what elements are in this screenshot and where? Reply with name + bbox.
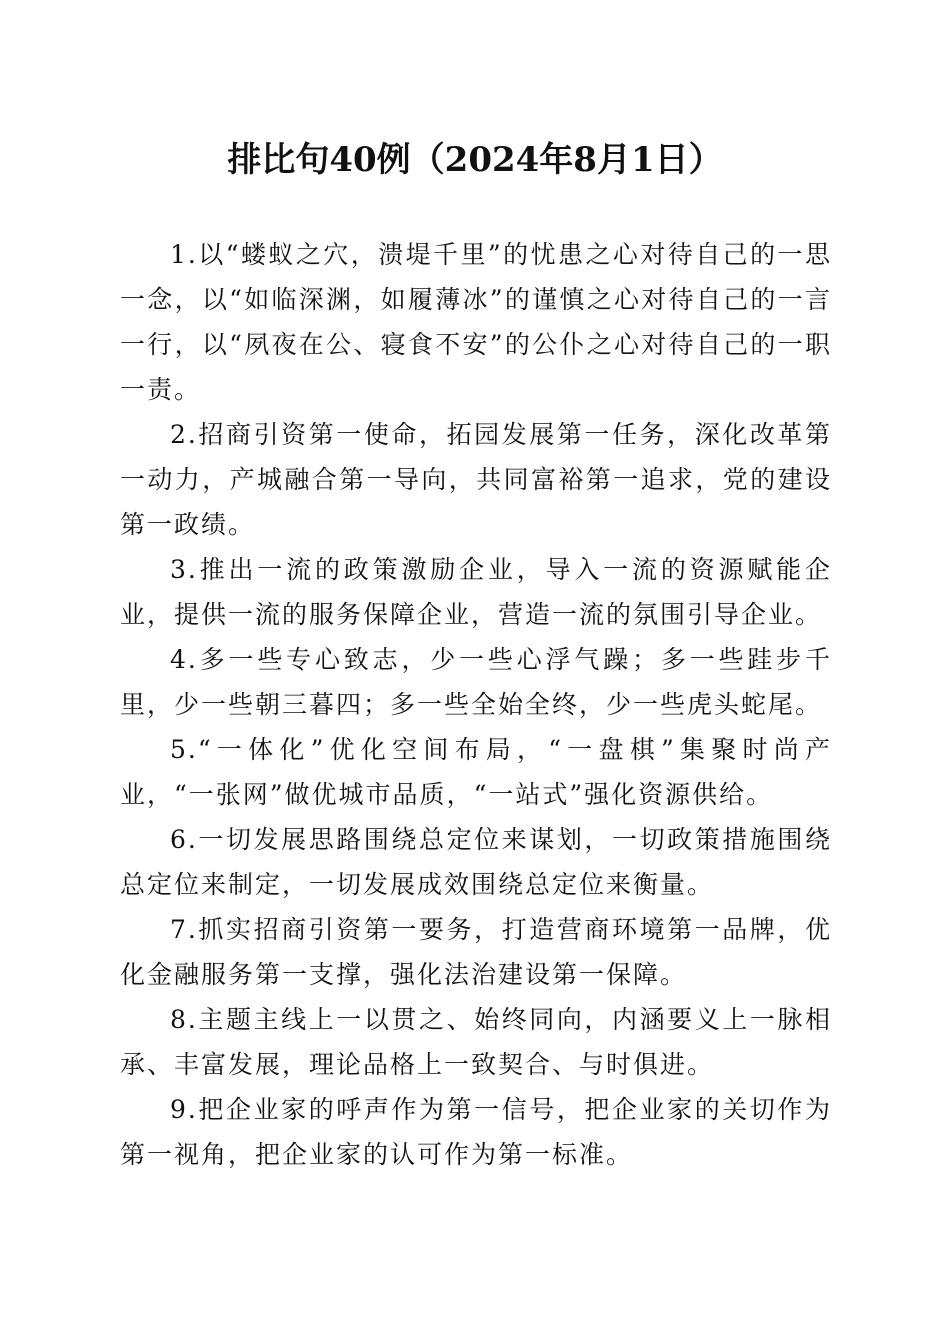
paragraph-8: 8.主题主线上一以贯之、始终同向，内涵要义上一脉相承、丰富发展，理论品格上一致契合、与时俱进。: [120, 1005, 832, 1079]
paragraph-1: 1.以“蝼蚁之穴，溃堤千里”的忧患之心对待自己的一思一念，以“如临深渊，如履薄冰”的谨慎之心对待自己的一言一行，以“夙夜在公、寝食不安”的公仆之心对待自己的一职一责。: [120, 240, 832, 404]
paragraph-2: 2.招商引资第一使命，拓园发展第一任务，深化改革第一动力，产城融合第一导向，共同富裕第一追求，党的建设第一政绩。: [120, 420, 832, 539]
document-title: 排比句40例（2024年8月1日）: [227, 140, 723, 180]
document-body: [120, 232, 832, 1177]
paragraph-5: 5.“一体化”优化空间布局，“一盘棋”集聚时尚产业，“一张网”做优城市品质，“一站式”强化资源供给。: [120, 735, 832, 809]
paragraph-6: 6.一切发展思路围绕总定位来谋划，一切政策措施围绕总定位来制定，一切发展成效围绕总定位来衡量。: [120, 825, 832, 899]
paragraph-4: 4.多一些专心致志，少一些心浮气躁；多一些跬步千里，少一些朝三暮四；多一些全始全终，少一些虎头蛇尾。: [120, 645, 832, 719]
paragraph-7: 7.抓实招商引资第一要务，打造营商环境第一品牌，优化金融服务第一支撑，强化法治建设第一保障。: [120, 915, 832, 989]
paragraph-3: 3.推出一流的政策激励企业，导入一流的资源赋能企业，提供一流的服务保障企业，营造一流的氛围引导企业。: [120, 555, 832, 629]
paragraph-9: 9.把企业家的呼声作为第一信号，把企业家的关切作为第一视角，把企业家的认可作为第一标准。: [120, 1095, 832, 1169]
